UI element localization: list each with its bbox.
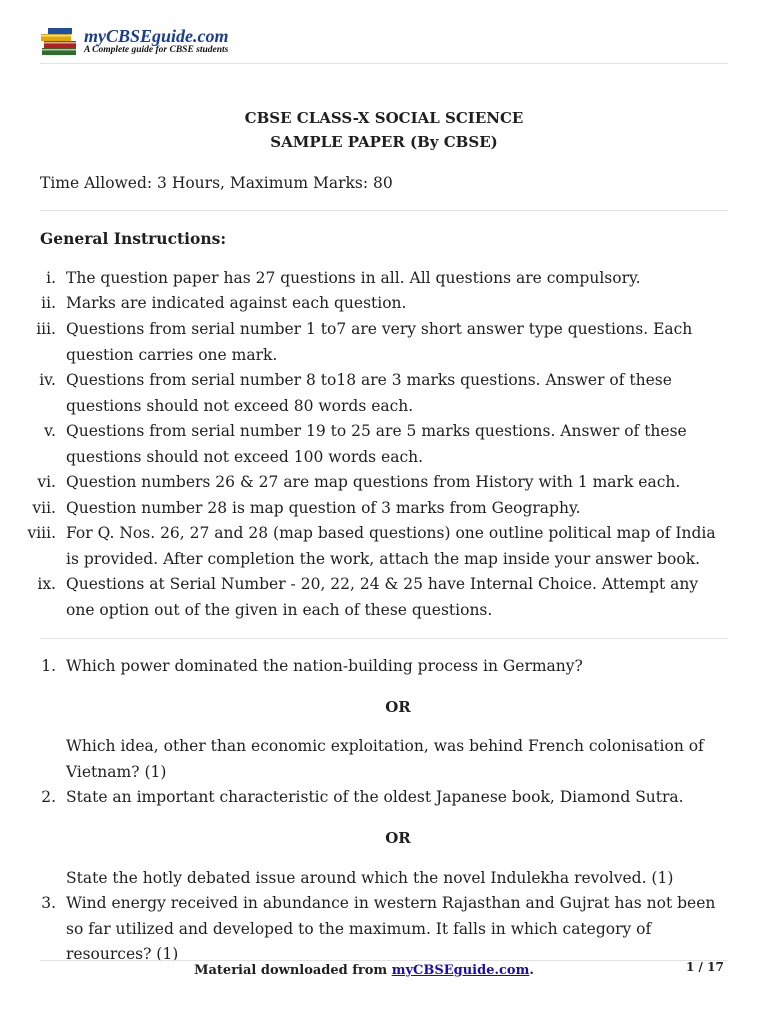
question-alt-text: Which idea, other than economic exploitation, was behind French colonisation of Vietnam? (1) <box>66 737 704 781</box>
instruction-text: Questions from serial number 1 to7 are very short answer type questions. Each question carries one mark. <box>66 320 693 364</box>
instruction-text: For Q. Nos. 26, 27 and 28 (map based questions) one outline political map of India is provided. After completion the work, attach the map inside your answer book. <box>66 524 716 568</box>
instructions-heading: General Instructions: <box>40 229 227 248</box>
or-separator: OR <box>385 698 411 716</box>
logo-title: myCBSEguide.com <box>84 26 229 46</box>
list-marker: ii. <box>41 294 56 312</box>
list-marker: i. <box>46 269 56 287</box>
instruction-text: The question paper has 27 questions in all. All questions are compulsory. <box>66 269 641 287</box>
footer-note <box>0 963 728 978</box>
footer-divider <box>40 960 728 961</box>
paper-title: CBSE CLASS-X SOCIAL SCIENCE <box>244 109 524 127</box>
question-text: Which power dominated the nation-building process in Germany? <box>66 657 583 675</box>
instruction-text: Question number 28 is map question of 3 marks from Geography. <box>66 499 581 517</box>
footer-prefix: Material downloaded from <box>194 963 392 978</box>
list-marker: iv. <box>39 371 56 389</box>
list-marker: v. <box>44 422 56 440</box>
time-and-marks: Time Allowed: 3 Hours, Maximum Marks: 80 <box>40 174 393 192</box>
page-number: 1 / 17 <box>686 960 724 974</box>
question-text: State an important characteristic of the oldest Japanese book, Diamond Sutra. <box>66 788 684 806</box>
or-separator: OR <box>385 829 411 847</box>
instruction-text: Questions from serial number 8 to18 are 3 marks questions. Answer of these questions should not exceed 80 words each. <box>66 371 672 415</box>
list-marker: vi. <box>37 473 56 491</box>
instruction-text: Questions at Serial Number - 20, 22, 24 & 25 have Internal Choice. Attempt any one option out of the given in each of these questions. <box>66 575 699 619</box>
list-marker: ix. <box>37 575 56 593</box>
question-number: 3. <box>41 894 56 912</box>
footer-link[interactable]: myCBSEguide.com <box>391 963 530 978</box>
books-logo-icon <box>40 28 82 58</box>
header-divider <box>40 63 728 64</box>
paper-subtitle: SAMPLE PAPER (By CBSE) <box>270 133 498 151</box>
section-divider <box>40 210 728 211</box>
list-marker: viii. <box>27 524 56 542</box>
question-text: Wind energy received in abundance in western Rajasthan and Gujrat has not been so far utilized and developed to the maximum. It falls in which category of resources? (1) <box>66 894 716 963</box>
instruction-text: Question numbers 26 & 27 are map questions from History with 1 mark each. <box>66 473 681 491</box>
question-number: 2. <box>41 788 56 806</box>
logo-tagline: A Complete guide for CBSE students <box>84 45 229 55</box>
question-alt-text: State the hotly debated issue around which the novel Indulekha revolved. (1) <box>66 869 674 887</box>
instruction-text: Questions from serial number 19 to 25 are 5 marks questions. Answer of these questions should not exceed 100 words each. <box>66 422 687 466</box>
footer-suffix: . <box>529 963 534 978</box>
site-logo[interactable] <box>40 26 260 60</box>
instruction-text: Marks are indicated against each question. <box>66 294 407 312</box>
section-divider <box>40 638 728 639</box>
list-marker: vii. <box>32 499 56 517</box>
list-marker: iii. <box>36 320 56 338</box>
question-number: 1. <box>41 657 56 675</box>
